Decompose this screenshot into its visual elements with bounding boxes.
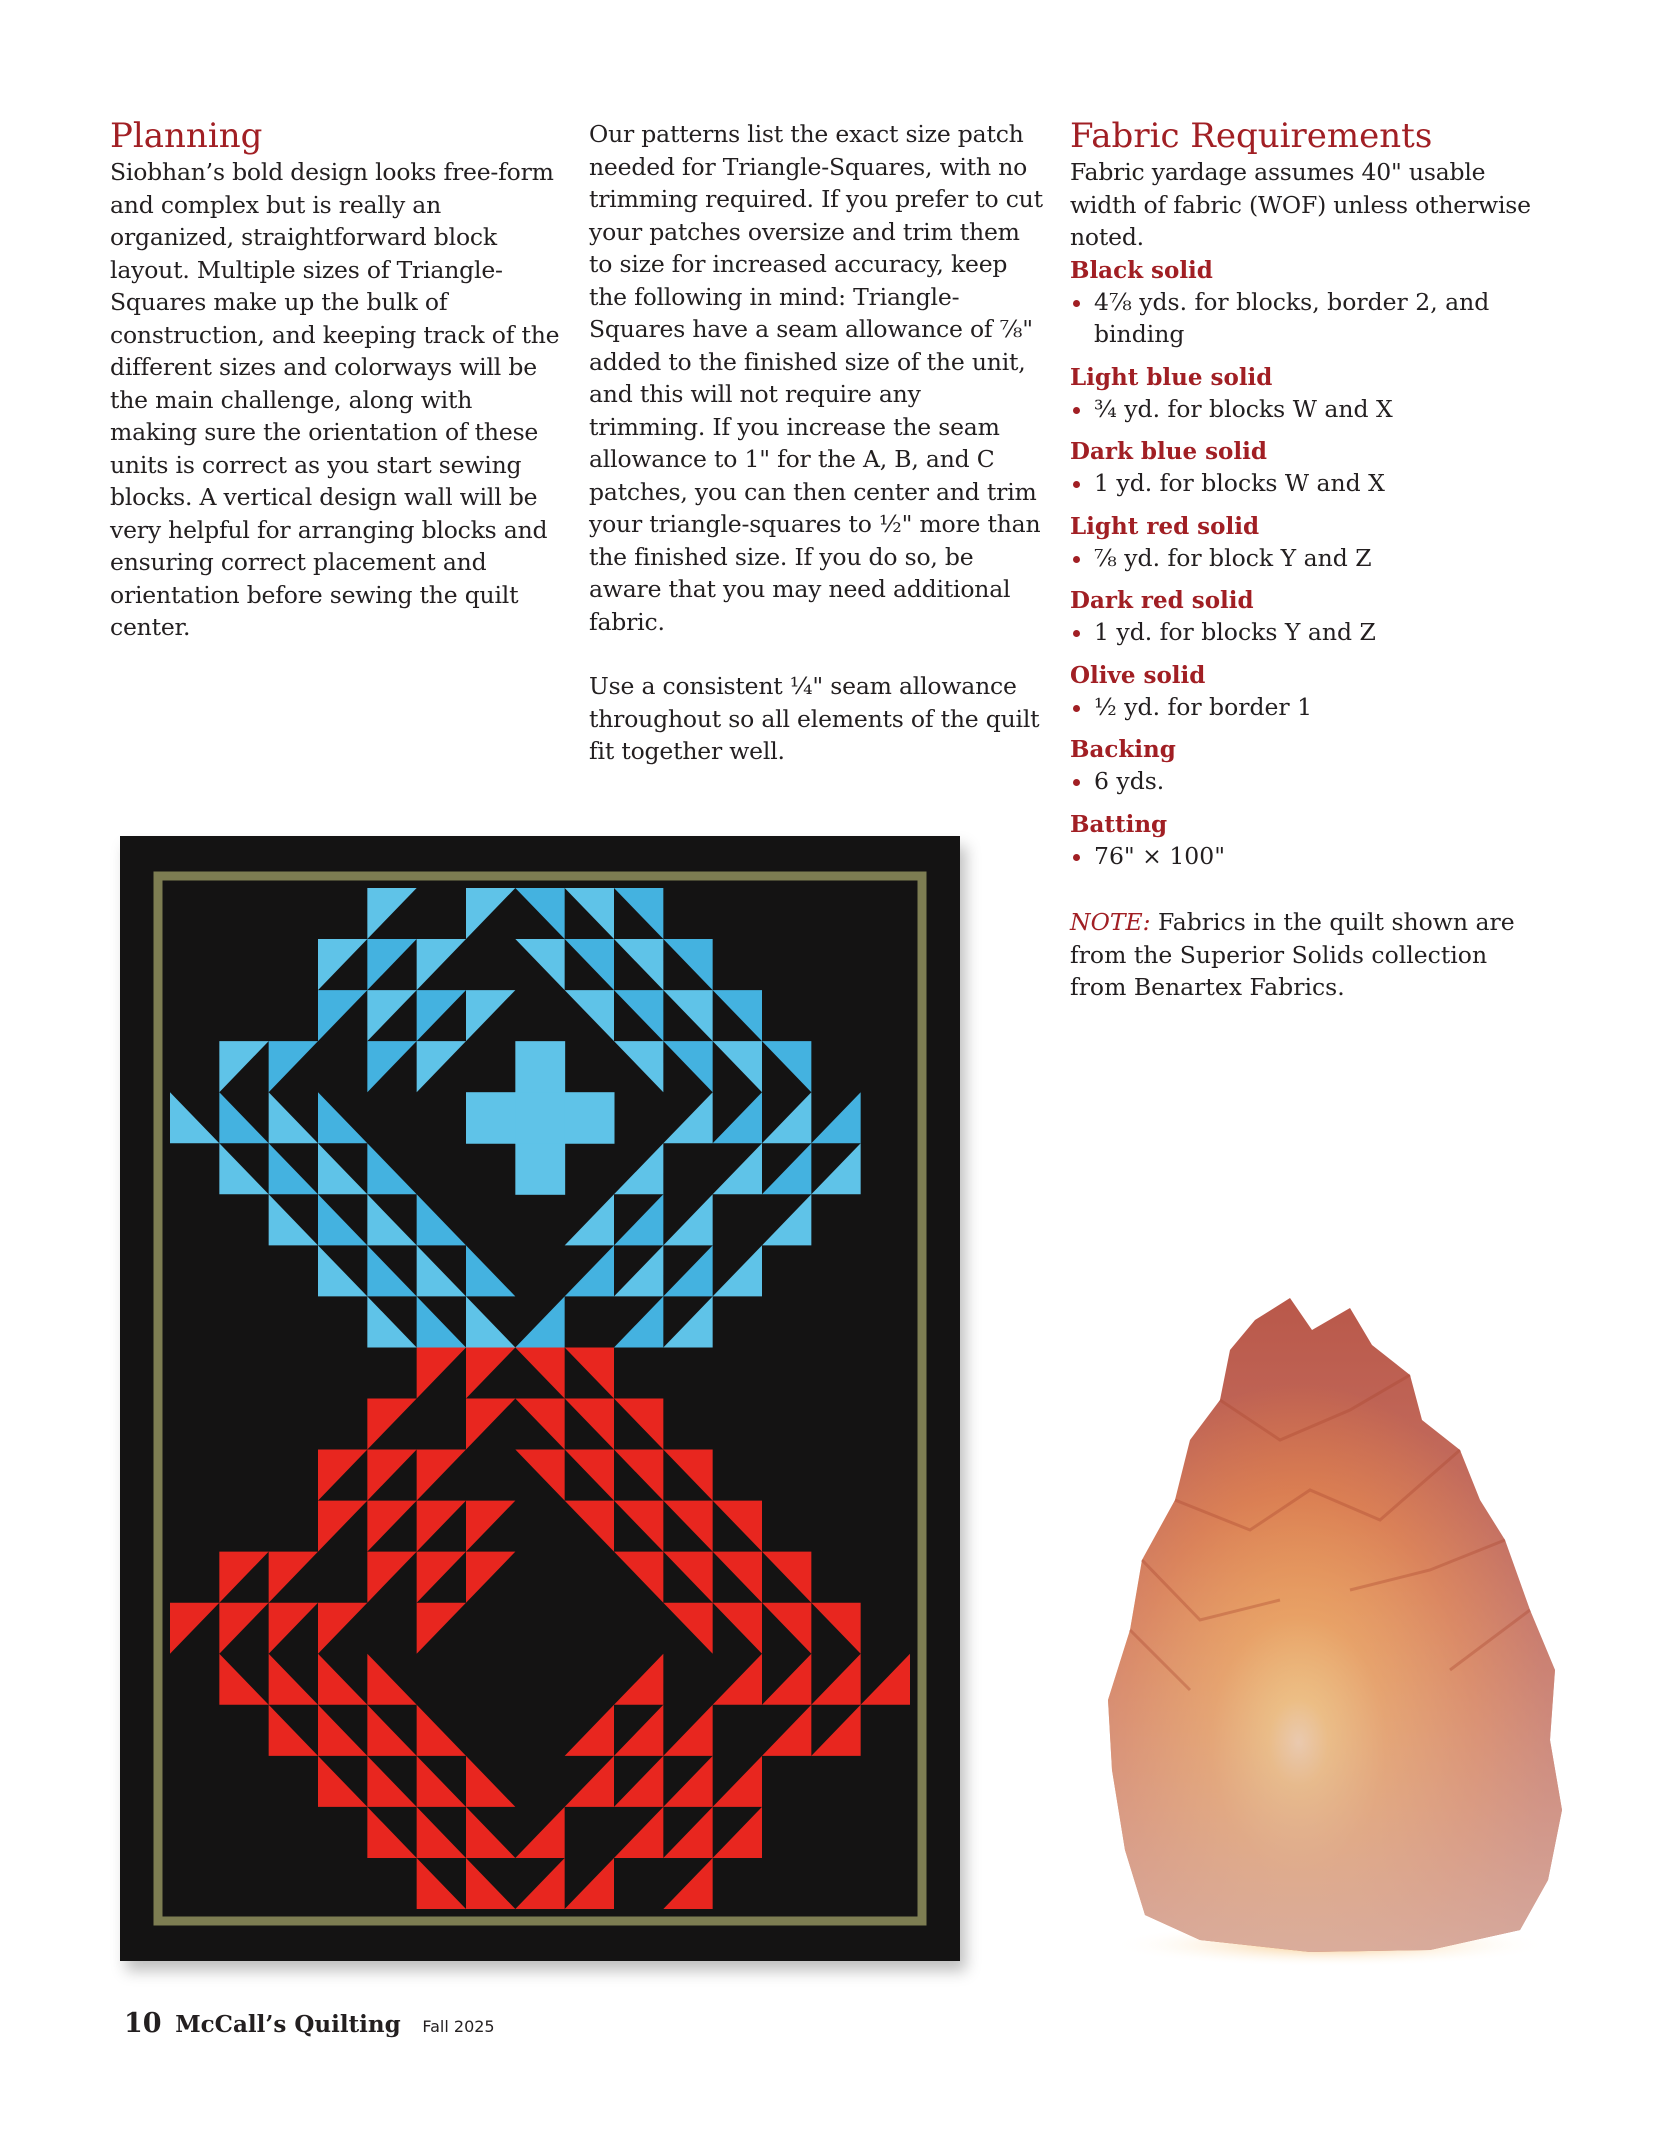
salt-lamp-photo xyxy=(1050,1290,1590,1990)
fabric-item-name: Dark red solid xyxy=(1070,587,1254,614)
fabric-heading: Fabric Requirements xyxy=(1070,116,1433,156)
page-footer xyxy=(124,2008,495,2039)
planning-column xyxy=(110,116,560,644)
fabric-item-amount: 1 yd. for blocks W and X xyxy=(1070,467,1540,500)
fabric-item-name: Backing xyxy=(1070,736,1176,763)
issue-date: Fall 2025 xyxy=(422,2017,495,2036)
fabric-item-amount: 1 yd. for blocks Y and Z xyxy=(1070,616,1540,649)
note-label: NOTE: xyxy=(1070,908,1151,936)
fabric-item-list xyxy=(1070,616,1540,649)
fabric-item-amount: 4⅞ yds. for blocks, border 2, and binding xyxy=(1070,286,1540,351)
quilt-illustration xyxy=(120,836,960,1961)
fabric-item-name: Light blue solid xyxy=(1070,363,1273,391)
fabric-item-name: Light red solid xyxy=(1070,512,1260,540)
fabric-item-amount: ½ yd. for border 1 xyxy=(1070,691,1540,724)
fabric-intro: Fabric yardage assumes 40" usable width of fabric (WOF) unless otherwise noted. xyxy=(1070,158,1531,251)
fabric-requirements-column xyxy=(1070,116,1540,1027)
quilt-photo xyxy=(120,836,960,1961)
note-text: Fabrics in the quilt shown are from the Superior Solids collection from Benartex Fabrics. xyxy=(1070,908,1515,1001)
planning-heading: Planning xyxy=(110,116,263,156)
fabric-item-amount: 6 yds. xyxy=(1070,765,1540,798)
magazine-name: McCall’s Quilting xyxy=(175,2011,401,2038)
fabric-item-amount: ⅞ yd. for block Y and Z xyxy=(1070,542,1540,575)
planning-paragraph: Siobhan’s bold design looks free-form and complex but is really an organized, straightforward block layout. Multiple sizes of Triangle-Squares make up the bulk of construction, and keeping track of the different sizes and colorways will be the main challenge, along with making sure the orientation of these units is correct as you start sewing blocks. A vertical design wall will be very helpful for arranging blocks and ensuring correct placement and orientation before sewing the quilt center. xyxy=(110,158,560,641)
fabric-item-list xyxy=(1070,691,1540,724)
fabric-item-name: Olive solid xyxy=(1070,661,1206,689)
seam-paragraph: Use a consistent ¼" seam allowance throughout so all elements of the quilt fit together well. xyxy=(589,672,1040,765)
fabric-item-amount: ¾ yd. for blocks W and X xyxy=(1070,393,1540,426)
fabric-item-name: Dark blue solid xyxy=(1070,438,1267,465)
fabric-item-name: Black solid xyxy=(1070,256,1213,284)
fabric-item-list xyxy=(1070,286,1540,351)
fabric-item-list xyxy=(1070,467,1540,500)
fabric-item-list xyxy=(1070,393,1540,426)
fabric-item-name: Batting xyxy=(1070,810,1168,838)
trimming-paragraph: Our patterns list the exact size patch needed for Triangle-Squares, with no trimming required. If you prefer to cut your patches oversize and trim them to size for increased accuracy, keep the following in mind: Triangle-Squares have a seam allowance of ⅞" added to the finished size of the unit, and this will not require any trimming. If you increase the seam allowance to 1" for the A, B, and C patches, you can then center and trim your triangle-squares to ½" more than the finished size. If you do so, be aware that you may need additional fabric. xyxy=(589,120,1043,636)
fabric-item-list xyxy=(1070,840,1540,873)
fabric-item-list xyxy=(1070,765,1540,798)
fabric-note xyxy=(1070,906,1540,1004)
fabric-list xyxy=(1070,256,1540,873)
fabric-item-list xyxy=(1070,542,1540,575)
seam-allowance-column xyxy=(589,118,1044,768)
page-number: 10 xyxy=(124,2008,162,2039)
salt-lamp-illustration xyxy=(1050,1290,1590,1990)
fabric-item-amount: 76" × 100" xyxy=(1070,840,1540,873)
